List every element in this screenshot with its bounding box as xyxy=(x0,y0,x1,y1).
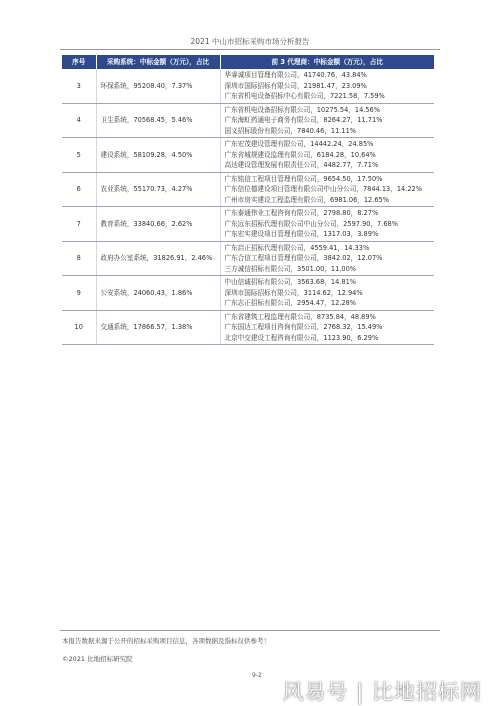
agent-entry: 高达建设管理发展有限责任公司，4482.77，7.71% xyxy=(224,161,379,169)
report-header-title: 2021 中山市招标采购市场分析报告 xyxy=(190,37,310,46)
row-index: 10 xyxy=(62,310,96,345)
row-agents xyxy=(220,207,434,242)
row-index: 8 xyxy=(62,241,96,276)
row-index: 7 xyxy=(62,207,96,242)
row-system: 教育系统，33840.66，2.62% xyxy=(96,207,220,242)
table-row xyxy=(62,310,434,345)
column-header-index: 序号 xyxy=(62,55,96,69)
agent-entry: 广东省机电设备招标中心有限公司，7221.58，7.59% xyxy=(224,92,385,100)
row-agents xyxy=(220,310,434,345)
column-header-system: 采购系统：中标金额（万元），占比 xyxy=(96,55,220,69)
agent-entry: 华睿诚项目管理有限公司，41740.76，43.84% xyxy=(224,71,367,79)
agent-entry: 广东志正招标有限公司，2954.47，12.28% xyxy=(224,299,357,307)
row-system: 公安系统，24060.43，1.86% xyxy=(96,276,220,311)
row-index: 4 xyxy=(62,103,96,138)
row-system: 交通系统，17866.57，1.38% xyxy=(96,310,220,345)
agent-entry: 广东合信工程项目管理有限公司，3842.02，12.07% xyxy=(224,254,383,262)
agent-entry: 深圳市国际招标有限公司，21981.47，23.09% xyxy=(224,81,367,90)
row-agents xyxy=(220,69,434,103)
page-number: 9-2 xyxy=(252,672,262,679)
table-row xyxy=(62,241,434,276)
agent-entry: 中山信诚招标有限公司，3563.68，14.81% xyxy=(224,278,357,286)
watermark-text: 风易号 | 比地招标网 xyxy=(282,680,482,704)
agent-entry: 深圳市国际招标有限公司，3114.62，12.94% xyxy=(224,288,363,297)
agent-entry: 国义招标股份有限公司，7840.46，11.11% xyxy=(224,126,357,135)
agent-entry: 广东宏茂建设管理有限公司，14442.24，24.85% xyxy=(224,140,374,148)
agent-entry: 广东宏实建设项目管理有限公司，1317.03，3.89% xyxy=(224,230,379,238)
agent-entry: 北京中交建设工程咨询有限公司，1123.90，6.29% xyxy=(224,333,379,342)
row-agents xyxy=(220,103,434,138)
row-system: 建设系统，58109.28，4.50% xyxy=(96,138,220,173)
agent-entry: 广州市房实建设工程监理有限公司，6981.06，12.65% xyxy=(224,195,390,204)
table-header-row xyxy=(62,55,434,69)
row-index: 6 xyxy=(62,172,96,207)
agent-entry: 三方诚信招标有限公司，3501.00，11.00% xyxy=(224,264,357,273)
row-system: 农业系统，55170.73，4.27% xyxy=(96,172,220,207)
row-agents xyxy=(220,241,434,276)
table-row xyxy=(62,172,434,207)
row-agents xyxy=(220,276,434,311)
agent-entry: 广东省建筑工程监理有限公司，8735.84，48.89% xyxy=(224,312,376,321)
table-row xyxy=(62,276,434,311)
footer-divider xyxy=(60,630,440,631)
agent-entry: 广东泰通伟业工程咨询有限公司，2798.80，8.27% xyxy=(224,209,379,217)
row-index: 3 xyxy=(62,69,96,103)
agent-entry: 广东省城规建设监理有限公司，6184.28，10.64% xyxy=(224,150,376,159)
row-system: 卫生系统，70568.45，5.46% xyxy=(96,103,220,138)
agent-entry: 广东省机电设备招标有限公司，10275.54，14.56% xyxy=(224,105,381,114)
agent-entry: 广东海虹药通电子商务有限公司，8264.27，11.71% xyxy=(224,116,383,124)
agent-entry: 广东国达工程项目咨询有限公司，2768.32，15.49% xyxy=(224,323,383,331)
table-body xyxy=(62,69,434,345)
table-row xyxy=(62,207,434,242)
agent-entry: 广东启正招标代理有限公司，4559.41，14.33% xyxy=(224,243,370,252)
row-agents xyxy=(220,138,434,173)
table-row xyxy=(62,103,434,138)
column-header-agents: 前 3 代理商：中标金额（万元），占比 xyxy=(220,55,434,69)
procurement-table xyxy=(62,55,434,345)
header-divider xyxy=(60,49,440,50)
copyright-text: ©2021 比地招标研究院 xyxy=(62,655,133,663)
agent-entry: 广东远东招标代理有限公司中山分公司，2597.90，7.68% xyxy=(224,219,398,228)
table-row xyxy=(62,138,434,173)
agent-entry: 广东铭信工程项目管理有限公司，9654.50，17.50% xyxy=(224,174,383,183)
row-index: 5 xyxy=(62,138,96,173)
row-system: 政府办公室系统，31826.91，2.46% xyxy=(96,241,220,276)
row-agents xyxy=(220,172,434,207)
agent-entry: 广东信位德建设项目管理有限公司中山分公司，7844.13，14.22% xyxy=(224,185,422,193)
row-system: 环保系统，95208.40，7.37% xyxy=(96,69,220,103)
footer-note: 本报告数据来源于公开的招标采购项目信息，各项数据及指标仅供参考！ xyxy=(62,637,270,645)
table-row xyxy=(62,69,434,103)
row-index: 9 xyxy=(62,276,96,311)
